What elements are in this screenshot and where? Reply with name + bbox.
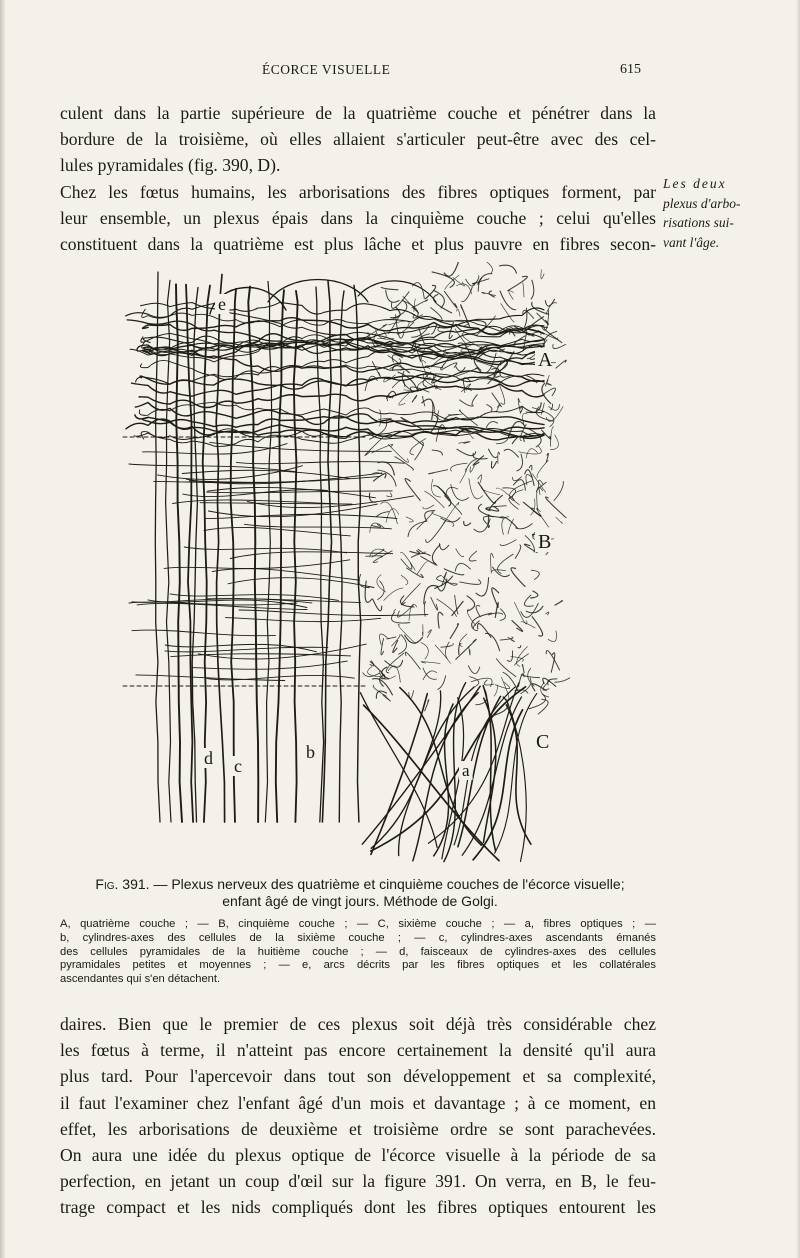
nerve-fiber bbox=[519, 446, 542, 454]
nerve-fiber bbox=[459, 644, 461, 655]
figure-label-b: b bbox=[306, 742, 315, 762]
nerve-fiber bbox=[462, 287, 472, 302]
nerve-fiber bbox=[426, 521, 446, 543]
nerve-fiber bbox=[388, 445, 408, 463]
nerve-fiber bbox=[470, 466, 474, 472]
nerve-fiber bbox=[338, 291, 344, 822]
nerve-fiber bbox=[498, 452, 500, 463]
margin-note-line: vant l'âge. bbox=[663, 234, 720, 250]
text-line: lules pyramidales (fig. 390, D). bbox=[60, 155, 281, 176]
nerve-fiber bbox=[431, 597, 438, 610]
nerve-fiber bbox=[529, 465, 532, 470]
nerve-fiber bbox=[486, 633, 500, 650]
figure-label-B: B bbox=[538, 531, 552, 553]
nerve-fiber bbox=[421, 386, 437, 390]
nerve-fiber bbox=[444, 262, 458, 276]
nerve-fiber bbox=[136, 675, 285, 681]
caption-line-1 bbox=[60, 876, 660, 893]
nerve-fiber bbox=[468, 666, 480, 674]
nerve-fiber bbox=[518, 399, 520, 412]
page-number: 615 bbox=[620, 62, 641, 77]
nerve-fiber bbox=[381, 639, 384, 655]
text-line: perfection, en jetant un coup d'œil sur la figure 391. On verra, en B, le feu- bbox=[60, 1171, 656, 1192]
nerve-fiber bbox=[506, 705, 531, 844]
nerve-fiber bbox=[428, 683, 519, 844]
nerve-fiber bbox=[165, 644, 316, 651]
legend-line: b, cylindres-axes des cellules de la sixième couche ; — c, cylindres-axes ascendants émanés bbox=[60, 931, 656, 944]
plexus-drawing bbox=[118, 262, 570, 868]
nerve-fiber bbox=[372, 525, 381, 528]
nerve-fiber bbox=[469, 551, 476, 561]
nerve-fiber bbox=[478, 274, 492, 285]
nerve-fiber bbox=[421, 662, 440, 664]
nerve-fiber bbox=[406, 517, 413, 522]
nerve-fiber bbox=[481, 262, 492, 273]
nerve-fiber bbox=[132, 630, 276, 636]
text-line: culent dans la partie supérieure de la quatrième couche et pénétrer dans la bbox=[60, 103, 656, 123]
nerve-fiber bbox=[354, 285, 361, 822]
text-line: les fœtus à terme, il n'atteint pas encore certainement la densité qu'il aura bbox=[60, 1040, 656, 1061]
nerve-fiber bbox=[391, 612, 409, 623]
nerve-fiber bbox=[536, 482, 546, 492]
nerve-fiber bbox=[553, 344, 566, 348]
nerve-fiber bbox=[544, 388, 556, 396]
nerve-fiber bbox=[496, 404, 500, 412]
nerve-fiber bbox=[444, 291, 457, 308]
nerve-fiber bbox=[493, 567, 510, 577]
nerve-fiber bbox=[387, 493, 392, 497]
nerve-fiber bbox=[491, 461, 496, 468]
nerve-fiber bbox=[186, 285, 193, 822]
nerve-fiber bbox=[451, 485, 469, 501]
nerve-fiber bbox=[380, 410, 381, 426]
nerve-fiber bbox=[476, 606, 480, 617]
nerve-fiber bbox=[427, 630, 431, 638]
nerve-fiber bbox=[531, 280, 534, 299]
nerve-fiber bbox=[466, 460, 477, 472]
nerve-fiber bbox=[412, 395, 416, 401]
nerve-fiber bbox=[381, 287, 398, 289]
nerve-fiber bbox=[421, 643, 428, 659]
nerve-fiber bbox=[456, 367, 465, 371]
nerve-fiber bbox=[438, 676, 446, 690]
text-line: constituent dans la quatrième est plus lâche et plus pauvre en fibres secon- bbox=[60, 234, 656, 255]
nerve-fiber bbox=[445, 496, 462, 515]
nerve-fiber bbox=[541, 270, 544, 279]
text-line: Chez les fœtus humains, les arborisations des fibres optiques forment, par bbox=[60, 181, 656, 202]
nerve-fiber bbox=[231, 289, 236, 822]
nerve-fiber bbox=[556, 517, 563, 523]
nerve-fiber bbox=[445, 642, 449, 659]
nerve-fiber bbox=[363, 673, 380, 677]
text-line: plus tard. Pour l'apercevoir dans tout son développement et sa complexité, bbox=[60, 1066, 656, 1087]
nerve-fiber bbox=[523, 283, 524, 297]
nerve-fiber bbox=[531, 591, 538, 598]
nerve-fiber bbox=[366, 556, 383, 557]
nerve-fiber bbox=[531, 499, 535, 515]
nerve-fiber bbox=[550, 435, 558, 450]
nerve-fiber bbox=[464, 522, 471, 526]
nerve-fiber bbox=[164, 560, 350, 569]
nerve-fiber bbox=[365, 581, 372, 602]
legend-line: des cellules pyramidales de la huitième couche ; — d, faisceaux de cylindres-axes des cellules bbox=[60, 945, 656, 958]
nerve-fiber bbox=[547, 383, 551, 385]
nerve-fiber bbox=[373, 679, 393, 695]
paragraph-top bbox=[60, 100, 656, 257]
nerve-fiber bbox=[421, 556, 437, 565]
nerve-fiber bbox=[417, 562, 427, 575]
nerve-fiber bbox=[460, 580, 481, 585]
nerve-fiber bbox=[523, 310, 534, 318]
nerve-fiber bbox=[429, 470, 448, 474]
nerve-fiber bbox=[494, 685, 497, 696]
nerve-fiber bbox=[500, 265, 517, 273]
nerve-fiber bbox=[543, 678, 556, 686]
nerve-fiber bbox=[524, 595, 533, 606]
nerve-fiber bbox=[478, 624, 491, 638]
nerve-fiber bbox=[401, 418, 424, 431]
nerve-fiber bbox=[143, 444, 288, 455]
nerve-fiber bbox=[478, 475, 482, 483]
nerve-fiber bbox=[491, 553, 494, 571]
nerve-fiber bbox=[500, 291, 516, 310]
nerve-fiber bbox=[546, 612, 549, 615]
nerve-fiber bbox=[501, 304, 514, 322]
nerve-fiber bbox=[487, 405, 492, 411]
nerve-fiber bbox=[405, 652, 420, 669]
nerve-fiber bbox=[555, 601, 562, 605]
nerve-fiber bbox=[541, 403, 544, 414]
page-edge-left bbox=[0, 0, 6, 1258]
nerve-fiber bbox=[365, 376, 377, 391]
figure-caption bbox=[60, 876, 660, 910]
nerve-fiber bbox=[140, 360, 544, 382]
nerve-fiber bbox=[444, 569, 464, 575]
nerve-fiber bbox=[431, 324, 437, 334]
margin-note-line: risations sui- bbox=[663, 215, 734, 230]
nerve-fiber bbox=[423, 668, 436, 679]
nerve-fiber bbox=[467, 596, 475, 611]
figure-label-d: d bbox=[204, 748, 213, 768]
figure-illustration bbox=[118, 262, 570, 868]
caption-text-1: — Plexus nerveux des quatrième et cinquième couches de l'écorce visuelle; bbox=[153, 876, 625, 892]
nerve-fiber bbox=[537, 487, 543, 510]
nerve-fiber bbox=[386, 290, 399, 302]
nerve-fiber bbox=[401, 575, 408, 585]
figure-label-C: C bbox=[536, 731, 550, 753]
nerve-fiber bbox=[537, 460, 548, 477]
nerve-fiber bbox=[432, 545, 440, 564]
nerve-fiber bbox=[489, 291, 494, 297]
nerve-fiber bbox=[471, 678, 492, 686]
nerve-fiber bbox=[489, 449, 498, 458]
legend-line: pyramidales petites et moyennes ; — e, arcs décrits par les fibres optiques et les collatérales bbox=[60, 959, 656, 972]
nerve-fiber bbox=[495, 693, 537, 853]
nerve-fiber bbox=[500, 540, 516, 546]
nerve-fiber bbox=[513, 490, 524, 505]
nerve-fiber bbox=[207, 491, 393, 493]
nerve-fiber bbox=[456, 284, 472, 294]
nerve-fiber bbox=[476, 578, 489, 596]
nerve-fiber bbox=[459, 442, 470, 444]
nerve-fiber bbox=[432, 272, 454, 288]
nerve-fiber bbox=[469, 646, 470, 655]
nerve-fiber bbox=[383, 695, 391, 702]
nerve-fiber bbox=[548, 631, 556, 642]
margin-note-line: Les deux bbox=[663, 176, 727, 191]
nerve-fiber bbox=[463, 378, 470, 390]
nerve-fiber bbox=[192, 661, 347, 669]
nerve-fiber bbox=[531, 570, 539, 579]
nerve-fiber bbox=[445, 275, 459, 289]
text-line: trage compact et les nids compliqués dont les fibres optiques entourent les bbox=[60, 1197, 656, 1218]
nerve-fiber bbox=[384, 588, 403, 601]
nerve-fiber bbox=[374, 474, 387, 481]
nerve-fiber bbox=[360, 693, 437, 848]
nerve-fiber bbox=[522, 664, 524, 672]
nerve-fiber bbox=[439, 544, 448, 550]
figure-label-e: e bbox=[218, 294, 226, 314]
nerve-fiber bbox=[511, 568, 525, 587]
nerve-fiber bbox=[450, 624, 458, 639]
nerve-fiber bbox=[512, 477, 521, 481]
legend-line: ascendantes qui s'en détachent. bbox=[60, 973, 221, 986]
text-line: il faut l'examiner chez l'enfant âgé d'un mois et davantage ; à ce moment, en bbox=[60, 1092, 656, 1113]
nerve-fiber bbox=[432, 450, 442, 455]
nerve-fiber bbox=[455, 563, 470, 571]
running-head: ÉCORCE VISUELLE bbox=[262, 62, 391, 77]
nerve-fiber bbox=[410, 551, 420, 554]
page-edge-right bbox=[796, 0, 800, 1258]
nerve-fiber bbox=[423, 505, 434, 509]
nerve-fiber bbox=[371, 694, 427, 855]
nerve-fiber bbox=[521, 603, 538, 617]
nerve-fiber bbox=[532, 617, 542, 636]
nerve-fiber bbox=[393, 609, 395, 611]
nerve-fiber bbox=[555, 674, 570, 682]
nerve-fiber bbox=[556, 360, 566, 368]
nerve-fiber bbox=[515, 545, 520, 558]
nerve-fiber bbox=[537, 313, 549, 324]
nerve-fiber bbox=[507, 651, 512, 662]
nerve-fiber bbox=[472, 395, 477, 406]
nerve-fiber bbox=[504, 449, 518, 457]
nerve-fiber bbox=[478, 482, 495, 503]
text-line: leur ensemble, un plexus épais dans la cinquième couche ; celui qu'elles bbox=[60, 207, 656, 228]
nerve-fiber bbox=[542, 384, 551, 404]
nerve-fiber bbox=[141, 428, 544, 443]
nerve-fiber bbox=[492, 393, 501, 407]
nerve-fiber bbox=[435, 645, 450, 663]
nerve-fiber bbox=[386, 509, 399, 523]
nerve-fiber bbox=[210, 442, 391, 451]
nerve-fiber bbox=[203, 286, 210, 822]
nerve-fiber bbox=[365, 437, 383, 456]
nerve-fiber bbox=[486, 422, 497, 428]
nerve-fiber bbox=[549, 405, 560, 411]
nerve-fiber bbox=[387, 637, 396, 639]
nerve-fiber bbox=[399, 393, 409, 405]
nerve-fiber bbox=[517, 647, 528, 667]
nerve-fiber bbox=[424, 601, 425, 616]
nerve-fiber bbox=[364, 705, 499, 861]
nerve-fiber bbox=[521, 622, 535, 628]
nerve-fiber bbox=[509, 291, 514, 300]
nerve-fiber bbox=[198, 644, 366, 659]
nerve-fiber bbox=[537, 508, 549, 527]
paragraph-bottom bbox=[60, 1011, 656, 1221]
nerve-fiber bbox=[554, 481, 563, 500]
text-line: effet, les arborisations de deuxième et troisième ordre se sont parachevées. bbox=[60, 1118, 656, 1139]
caption-text-2: enfant âgé de vingt jours. Méthode de Golgi. bbox=[222, 893, 498, 909]
nerve-fiber bbox=[389, 321, 410, 326]
nerve-fiber bbox=[294, 291, 298, 822]
nerve-fiber bbox=[536, 407, 553, 421]
text-line: daires. Bien que le premier de ces plexus soit déjà très considérable chez bbox=[60, 1014, 656, 1034]
nerve-fiber bbox=[422, 625, 423, 636]
nerve-fiber bbox=[457, 309, 461, 316]
nerve-fiber bbox=[459, 634, 466, 647]
margin-note bbox=[663, 174, 767, 252]
figure-legend bbox=[60, 918, 656, 987]
text-line: bordure de la troisième, où elles allaient s'articuler peut-être avec des cel- bbox=[60, 129, 656, 150]
nerve-fiber bbox=[401, 584, 420, 605]
nerve-fiber bbox=[373, 600, 382, 611]
nerve-fiber bbox=[438, 612, 443, 628]
nerve-fiber bbox=[388, 666, 400, 682]
nerve-fiber bbox=[473, 621, 479, 631]
nerve-fiber bbox=[398, 372, 418, 391]
margin-note-line: plexus d'arbo- bbox=[663, 195, 741, 211]
caption-figure-label: Fig. 391. bbox=[95, 876, 150, 892]
figure-label-c: c bbox=[234, 756, 242, 776]
figure-label-a: a bbox=[462, 761, 470, 780]
nerve-fiber bbox=[265, 281, 271, 822]
nerve-fiber bbox=[396, 315, 404, 338]
nerve-fiber bbox=[508, 276, 528, 290]
nerve-fiber bbox=[473, 456, 483, 465]
nerve-fiber bbox=[456, 549, 464, 557]
nerve-fiber bbox=[550, 427, 553, 447]
nerve-fiber bbox=[376, 512, 389, 517]
nerve-fiber bbox=[538, 699, 548, 714]
nerve-fiber bbox=[460, 400, 474, 406]
figure-label-A: A bbox=[538, 349, 553, 371]
nerve-fiber bbox=[204, 527, 350, 536]
legend-line: A, quatrième couche ; — B, cinquième couche ; — C, sixième couche ; — a, fibres optiques ; — bbox=[60, 918, 656, 930]
nerve-fiber bbox=[546, 497, 566, 518]
nerve-fiber bbox=[165, 647, 328, 652]
nerve-fiber bbox=[398, 625, 415, 644]
nerve-fiber bbox=[451, 463, 467, 471]
nerve-fiber bbox=[226, 618, 381, 622]
nerve-fiber bbox=[518, 646, 521, 648]
nerve-fiber bbox=[500, 517, 517, 528]
nerve-fiber bbox=[516, 524, 533, 529]
nerve-fiber bbox=[399, 635, 407, 655]
nerve-fiber bbox=[425, 491, 445, 508]
nerve-fiber bbox=[520, 407, 523, 413]
text-line: On aura une idée du plexus optique de l'écorce visuelle à la période de sa bbox=[60, 1145, 656, 1166]
